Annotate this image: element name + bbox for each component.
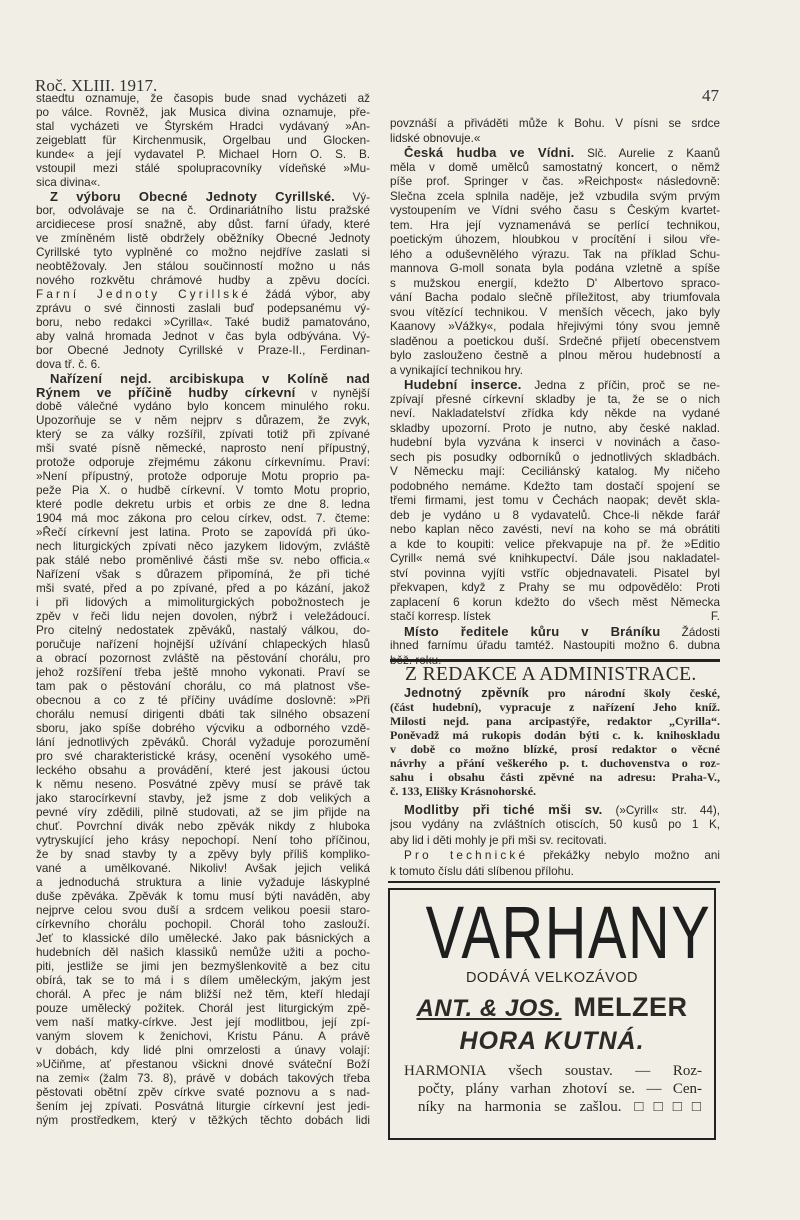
text-line: Upozorňuje se v něm nejprv s důrazem, že zvyk, (36, 414, 370, 427)
right-column (390, 117, 720, 668)
text-line: »Učiňme, ať přestanou všickni dnové sváteční Boží (36, 1058, 370, 1071)
line-text: Žádosti (660, 625, 720, 639)
ad-firm-first: ANT. & JOS. (416, 995, 562, 1022)
section-heading: Hudební inserce. (404, 378, 522, 392)
spaced-emphasis: Pro technické (404, 849, 529, 863)
text-line: hudební byla vyzvána k inserci v novinách a časo- (390, 436, 720, 449)
redakce-notes (390, 802, 720, 879)
ad-text (404, 1062, 702, 1116)
text-line: zeigeblatt für Kirchenmusik, Orgelbau und Glocken- (36, 134, 370, 147)
text-line: protože odporuje zřejmému zákonu církevnímu. Praví: (36, 456, 370, 469)
text-line: kunde« a její vydavatel P. Michael Horn O. S. B. (36, 148, 370, 161)
text-line: hudebních děl našich klassiků nemůže užiti a pocho- (36, 946, 370, 959)
text-line (36, 288, 370, 302)
ad-text-line: počty, plány varhan zhotoví se. — Cen- (418, 1081, 702, 1097)
text-line: že by snad stavby ty a zpěvy byly příliš kompliko- (36, 848, 370, 861)
ad-headline: VARHANY (425, 891, 712, 974)
text-line (390, 864, 720, 879)
text-line: ihned farnímu úřadu tamtéž. Nastoupiti možno 6. dubna (390, 639, 720, 652)
text-line: skladby upozorní. Proto je nutno, aby české naklad. (390, 421, 720, 435)
text-line: aby valná hromada Jednot v čas byla odbývána. Vý- (36, 330, 370, 343)
text-line: V Německu mají: Ceciliánský katalog. My ničeho (390, 465, 720, 478)
text-line: vání Bacha podalo slečně příležitost, aby triumfovala (390, 291, 720, 304)
text-line: sladěnou a poetickou duší. Srdečné přijetí obecenstvem (390, 334, 720, 348)
line-text: překážky nebylo možno ani (528, 849, 720, 863)
text-line: vaným slovem k ženichovi, Kristu Pánu. A právě (36, 1030, 370, 1043)
section-heading: Nařízení nejd. arcibiskupa v Kolíně nad (50, 372, 370, 386)
text-line: ve zmíněném listě obdržely oběžníky Obecné Jednoty (36, 232, 370, 245)
text-line: mannova G-moll sonata byla podána vzletně a spíše (390, 262, 720, 275)
text-line: deb je vydáno u 8 vydavatelů. Chce-li někde farář (390, 508, 720, 522)
text-line: jsou vydány na zvláštních otiscích, 50 kusů po 1 K, (390, 818, 720, 832)
ad-firm-last: MELZER (573, 992, 688, 1022)
text-line: nejprve celou svou duší a srdcem velikou poesii staro- (36, 904, 370, 917)
text-line: jehož rozšíření třeba ještě mnoho vykonati. Praví se (36, 666, 370, 679)
text-line: nebo kaplan něco zavésti, neví na koho se má obrátiti (390, 523, 720, 536)
text-line: sboru, jako spíše dobrého výcviku a odborného vzdě- (36, 722, 370, 735)
text-line: sech pis posudky odborníků o jednotlivých skladbách. (390, 450, 720, 464)
text-line: šením jej zpívati. Posvátná liturgie církevní jest jedi- (36, 1100, 370, 1113)
text-line: Poněvadž má rukopis dodán býti c. k. knihoskladu (390, 728, 720, 742)
text-line: vané a umělkované. Nikoliv! Avšak jejich veliká (36, 862, 370, 875)
text-line: měla v domě umělců samostatný koncert, o němž (390, 160, 720, 174)
redakce-title: Z REDAKCE A ADMINISTRACE. (405, 664, 697, 685)
line-text: stačí korresp. lístek (390, 610, 491, 623)
spaced-emphasis: Farní Jednoty Cyrillské (36, 288, 252, 301)
text-line: třemi firmami, jest tomu v Čechách naopak; devět skla- (390, 494, 720, 507)
text-line: zpívají přesné církevní skladby je ta, že se o nich (390, 392, 720, 406)
text-line: vytryskující jeho krásy nepochopí. Není toho příčinou, (36, 834, 370, 847)
line-text: sica divina«. (36, 176, 101, 189)
text-line: povznáší a přiváděti může k Bohu. V písni se srdce (390, 117, 720, 130)
ad-firm (390, 992, 714, 1023)
text-line: boru, nebo redakci »Cyrilla«. Také budiž pamatováno, (36, 316, 370, 329)
text-line: zprávu o své činnosti zaslali buď podepsanému vý- (36, 302, 370, 315)
ad-text-line (404, 1098, 702, 1116)
text-line: 1904 má moc zákona pro celou církev, odst. 7. čteme: (36, 512, 370, 525)
line-text: aby lid i děti mohly je při mši sv. recitovati. (390, 833, 607, 847)
line-text: č. 133, Elišky Krásnohorské. (390, 784, 537, 798)
text-line: Pro citelný nedostatek zpěváků, nastalý válkou, do- (36, 624, 370, 637)
text-line: stal vycházeti ve Štyrském Hradci vydávaný »An- (36, 120, 370, 133)
line-text: (»Cyrill« str. 44), (602, 804, 720, 817)
ad-text-line: HARMONIA všech soustav. — Roz- (404, 1063, 702, 1079)
text-line (390, 833, 720, 848)
text-line (36, 358, 370, 372)
text-line (390, 784, 720, 798)
text-line: a obrací pozornost zvláště na pěstování chorálu, pro (36, 652, 370, 665)
text-line: bor Obecné Jednoty Cyrillské v Praze-II., Ferdinan- (36, 344, 370, 357)
text-line: poručuje nařízení hojnější užívání chlapeckých hlasů (36, 638, 370, 651)
text-line: a kde to koupiti: velice překvapuje na př. že »Editio (390, 537, 720, 551)
section-divider (390, 659, 720, 662)
text-line (390, 610, 720, 625)
line-text: k tomuto číslu dáti slíbenou přílohu. (390, 864, 574, 878)
text-line: k němu neseno. Posvátné zpěvy musí se právě tak (36, 778, 370, 791)
text-line: Cyrill« nemá své knihkupectví. Dále jsou nakladatel- (390, 552, 720, 565)
ad-subline: DODÁVÁ VELKOZÁVOD (465, 970, 639, 986)
text-line: Milosti nejd. pana arcipastýře, redaktor „Cyrilla“. (390, 714, 720, 728)
text-line: piti, jestliže se jimi jen bezmyšlenkovitě a bez citu (36, 960, 370, 973)
text-line: neobtěžovaly. Jen stálou součinností možno u nás (36, 260, 370, 273)
text-line: Nařízení však s důrazem připomíná, že při tiché (36, 568, 370, 581)
text-line: tam pak o pěstování chorálu, co má platnost vše- (36, 680, 370, 693)
text-line: »Není přípustný, protože odporuje Motu proprio pa- (36, 470, 370, 483)
line-text: v nynější (295, 387, 370, 400)
text-line: pak stálé nebo proměnlivé části mše sv. nebo officia.« (36, 554, 370, 567)
text-line: jako starocírkevní stavby, jež jsme z dob velikých a (36, 792, 370, 805)
text-line: Cyrillské tyto vyplněné co možno nejdříve zaslati si (36, 246, 370, 259)
text-line (36, 176, 370, 190)
section-heading: Místo ředitele kůru v Bráníku (404, 624, 661, 639)
ad-city: HORA KUTNÁ. (459, 1027, 645, 1055)
ornament-boxes-icon: □□□□ (634, 1099, 702, 1115)
text-line: Slečna zcela splnila naděje, jež vzbudila svým prvým (390, 189, 720, 203)
redakce-notice (390, 686, 720, 798)
section-heading: Jednotný zpěvník (404, 686, 529, 700)
text-line: »Řečí církevní jest latina. Proto se zapovídá při úko- (36, 526, 370, 539)
text-line: po válce. Rovněž, jak Musica divina oznamuje, pře- (36, 106, 370, 119)
varhany-advertisement (388, 888, 716, 1140)
text-line: mši svaté písně německé, naprosto není přípustný, (36, 442, 370, 455)
text-line: době válečné vydáno bylo koncem minulého roku. (36, 400, 370, 413)
text-line: církevního chorálu pochopil. Chorál toho zaslouží. (36, 918, 370, 931)
text-line: duše zpěváka. Zpěvák k tomu musí býti naváděn, aby (36, 890, 370, 903)
text-line: pevné víry zdědili, pilně studovati, až se jim přijde na (36, 806, 370, 819)
text-line: vystoupením ve Vídni svého času s Českým kvartet- (390, 204, 720, 217)
text-line: a jednoduchá struktura a linie vyžaduje láskyplné (36, 876, 370, 889)
line-text: dova tř. č. 6. (36, 358, 101, 371)
text-line: pro své charakteristické krásy, ocenění vysokého umě- (36, 750, 370, 763)
text-line (390, 378, 720, 393)
ad-text-line-3: níky na harmonia se zašlou. (418, 1099, 622, 1115)
text-line: ným prostředkem, který v těžkých těchto dobách lidi (36, 1114, 370, 1127)
text-line: lého a oduševnělého výrazu. Tak na příklad Schu- (390, 247, 720, 261)
text-line: mši svaté, před a po zpívané, před a po kázání, jakož (36, 582, 370, 595)
text-line: který se za války rozšířil, zpívati totiž při zpívané (36, 428, 370, 441)
section-heading: Modlitby při tiché mši sv. (404, 802, 603, 817)
author-signature: F. (710, 610, 720, 623)
text-line: sahu i obsahu části zpěvné na adresu: Praha-V., (390, 770, 720, 784)
volume-header: Roč. XLIII. 1917. (35, 76, 158, 95)
text-line: peže Pia X. o hudbě církevní. V tomto Motu proprio, (36, 484, 370, 497)
text-line: vem naší matky-církve. Jest její modlitbou, její zpí- (36, 1016, 370, 1029)
text-line: arcidiecese prosí snažně, aby důst. farní úřady, které (36, 218, 370, 231)
line-text: Jedna z příčin, proč se ne- (521, 379, 720, 392)
text-line: (část hudební), vypracuje z nařízení Jeho kníž. (390, 700, 720, 714)
section-heading: Z výboru Obecné Jednoty Cyrillské. (50, 190, 335, 204)
text-line: které podle dekretu urbis et orbis ze dne 8. ledna (36, 498, 370, 511)
text-line: chuť. Povrchní divák nebo zpěvák nikdy z hluboka (36, 820, 370, 833)
text-line: pouze umělecký požitek. Chorál jest liturgickým zpě- (36, 1002, 370, 1015)
text-line (390, 686, 720, 700)
text-line (36, 190, 370, 204)
text-line (390, 625, 720, 640)
text-line: zaplacení 6 korun kdežto do všech měst Německa (390, 595, 720, 609)
line-text: žádá výbor, aby (251, 288, 370, 301)
line-text: lidské obnovuje.« (390, 131, 481, 145)
text-line: pěstovati obětní zpěv církve svaté poznovu a s nad- (36, 1086, 370, 1099)
text-line: chorál. A přec je nám bližší než těm, kteří hledají (36, 988, 370, 1001)
line-text: Vý- (334, 191, 370, 204)
text-line: vstoupil mezi stálé spolupracovníky vídeňské »Mu- (36, 162, 370, 175)
text-line: leckého obsahu a provádění, které jest jakousi úctou (36, 764, 370, 777)
text-line: obírá, tak se to má i s dílem uměleckým, jakým jest (36, 974, 370, 987)
text-line: návrhy a přání veškerého p. t. duchovenstva o roz- (390, 756, 720, 770)
text-line: s mužskou energií, kdežto D' Albertovo spraco- (390, 276, 720, 290)
section-heading: Rýnem ve příčině hudby církevní (36, 386, 296, 400)
text-line: i při lidových a mimoliturgických pobožnostech je (36, 596, 370, 609)
page-number: 47 (702, 86, 719, 105)
text-line: nového rozkvětu chrámové hudby a zpěvu docíci. (36, 274, 370, 287)
text-line (36, 386, 370, 400)
text-line: píše prof. Springer v čas. »Reichpost« následovně: (390, 175, 720, 188)
line-text: pro národní školy české, (528, 686, 720, 700)
text-line: svou vítězící technikou. V menších věcech, jako byly (390, 305, 720, 319)
text-line (390, 132, 720, 147)
left-column (36, 92, 370, 1128)
text-line: v dobách, kdy lidé plni omrzelosti a únavy volají: (36, 1044, 370, 1057)
text-line: tem. Hra její vyznamenává se perlící technikou, (390, 218, 720, 232)
text-line: Jeť to klassické dílo umělecké. Jako pak básnických a (36, 932, 370, 945)
text-line: chorálu nemusí dirigenti dbáti tak silného obsazení (36, 708, 370, 721)
line-text: a vynikající technikou hry. (390, 363, 523, 377)
text-line: bor, odvolávaje se na č. Ordinariátního listu pražské (36, 204, 370, 217)
text-line: lání jednotlivých zpěváků. Chorál vyžaduje porozumění (36, 736, 370, 749)
text-line: podobného nemáme. Kdežto tam dostačí spojení se (390, 479, 720, 493)
text-line (390, 802, 720, 817)
section-heading: Česká hudba ve Vídni. (404, 146, 575, 160)
text-line: na zemi« (žalm 73. 8), právě v dobách takových třeba (36, 1072, 370, 1085)
text-line: nech liturgických zpívati něco jazykem lidovým, zvláště (36, 540, 370, 553)
text-line: bylo zaslouženo čestně a plnou měrou hudebností a (390, 349, 720, 362)
text-line: staedtu oznamuje, že časopis bude snad vycházeti až (36, 92, 370, 105)
text-line: ství povinna vyjíti vstříc objednavateli. Pisatel byl (390, 566, 720, 580)
text-line (390, 848, 720, 863)
text-line (390, 364, 720, 379)
text-line: obecnou a co z té příčiny uvádíme doslovně: »Při (36, 694, 370, 707)
text-line: překvapen, když z Prahy se mu odpovědělo: Proti (390, 581, 720, 594)
text-line (390, 146, 720, 161)
line-text: Slč. Aurelie z Kaanů (574, 147, 720, 160)
text-line: poetickým úhozem, hloubkou v procítění i silou vře- (390, 233, 720, 246)
text-line: zpěv v řeči lidu nejen dovolen, nýbrž i veležádoucí. (36, 610, 370, 623)
text-line: Kaanovy »Vážky«, podala hřejivými tóny svou jemně (390, 320, 720, 333)
text-line (36, 372, 370, 386)
text-line: v době co možno blízké, prosí redaktor o věcné (390, 742, 720, 756)
text-line: neví. Nakladatelství zřídka kdy někde na vydané (390, 407, 720, 420)
ad-divider (388, 881, 720, 883)
